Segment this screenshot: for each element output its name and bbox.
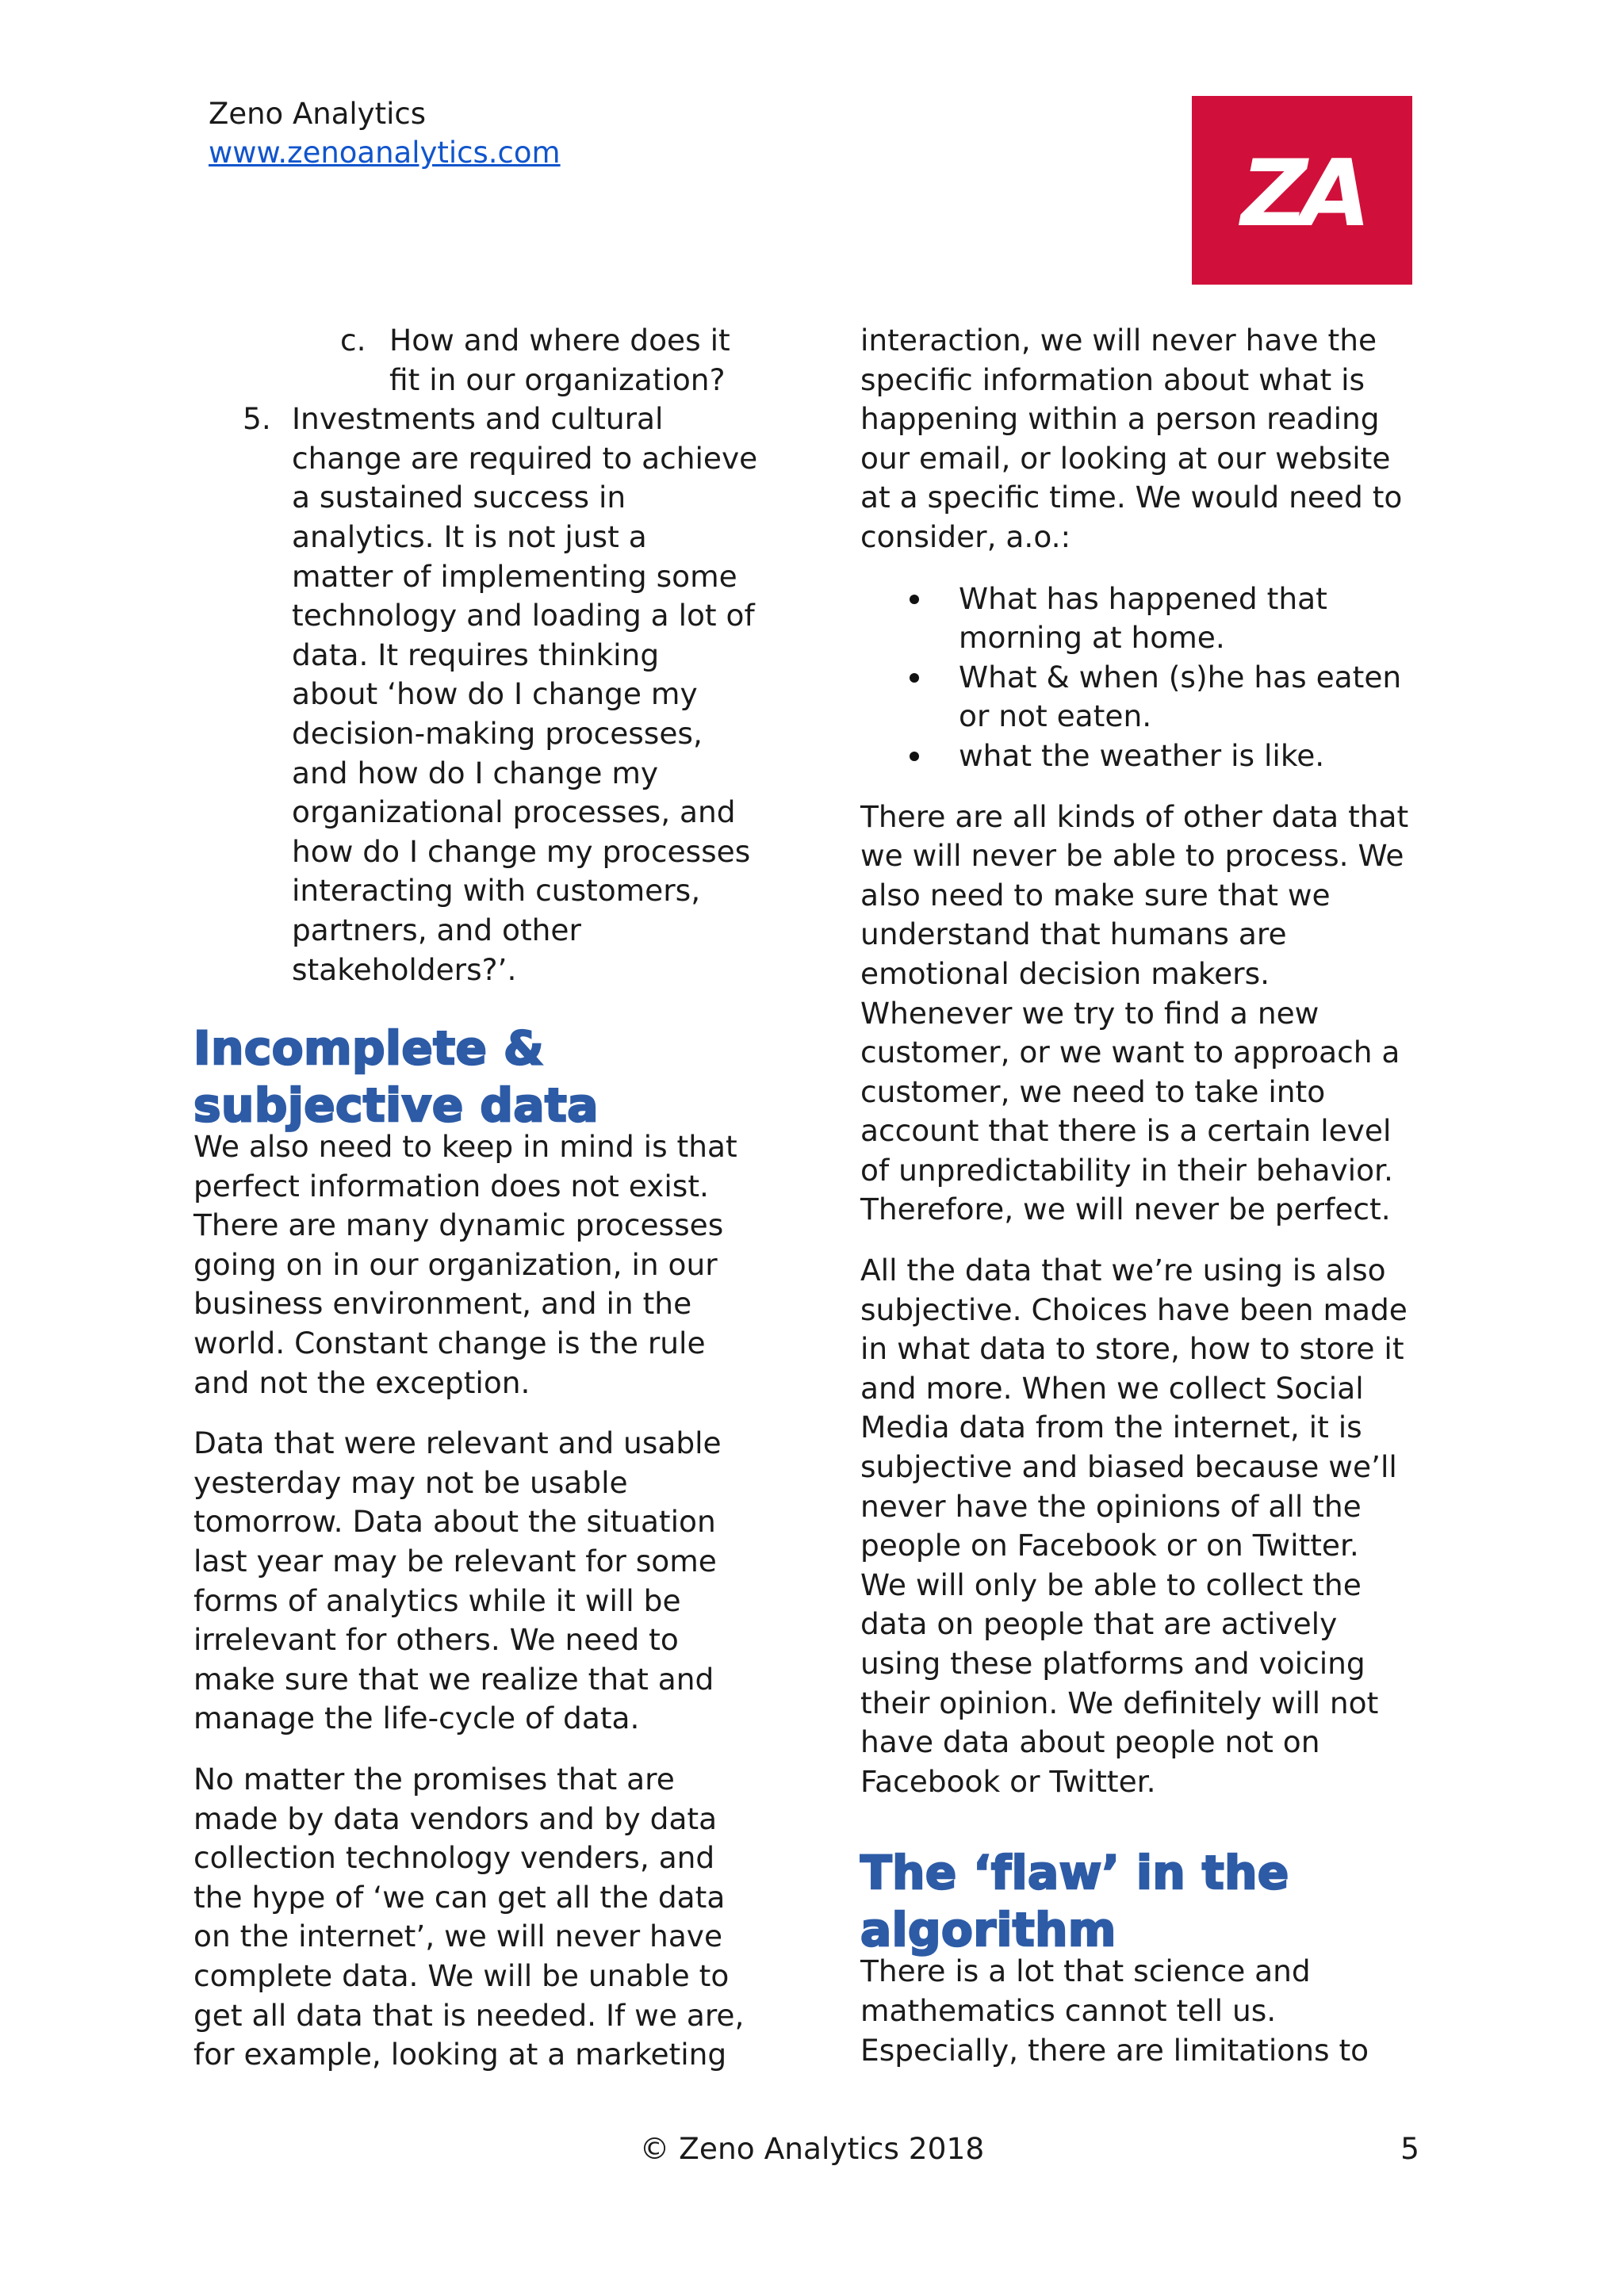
list-text-line: analytics. It is not just a [292, 519, 647, 554]
text-line: last year may be relevant for some [193, 1544, 717, 1579]
text-line: subjective. Choices have been made [860, 1292, 1408, 1327]
paragraph [860, 798, 1431, 1230]
text-line: what the weather is like. [959, 737, 1325, 773]
text-line: made by data vendors and by data [193, 1800, 718, 1836]
text-line: subjective and biased because we’ll [860, 1449, 1397, 1485]
text-line: using these platforms and voicing [860, 1646, 1365, 1681]
text-line: going on in our organization, in our [193, 1246, 718, 1282]
list-text-line: data. It requires thinking [292, 637, 660, 672]
heading-line: algorithm [860, 1903, 1116, 1957]
text-line: complete data. We will be unable to [193, 1957, 730, 1993]
text-line: There are all kinds of other data that [860, 798, 1409, 834]
text-line: business environment, and in the [193, 1286, 692, 1322]
list-item [860, 658, 1431, 737]
text-line: We will only be able to collect the [860, 1567, 1362, 1602]
text-line: on the internet’, we will never have [193, 1919, 723, 1954]
text-line: people on Facebook or on Twitter. [860, 1528, 1359, 1563]
text-line: at a specific time. We would need to [860, 480, 1403, 515]
text-line: Especially, there are limitations to [860, 2032, 1369, 2068]
text-line: for example, looking at a marketing [193, 2037, 727, 2072]
text-line: specific information about what is [860, 362, 1365, 397]
list-text-line: Investments and cultural [292, 401, 664, 437]
list-text-line: change are required to achieve [292, 440, 758, 476]
paragraph [860, 1251, 1431, 1801]
list-marker-c: c. [340, 323, 366, 358]
text-line: forms of analytics while it will be [193, 1582, 681, 1618]
text-line: Whenever we try to find a new [860, 995, 1320, 1031]
text-line: their opinion. We definitely will not [860, 1685, 1379, 1720]
text-line: customer, we need to take into [860, 1073, 1326, 1109]
text-line: manage the life-cycle of data. [193, 1701, 640, 1736]
text-line: and more. When we collect Social [860, 1370, 1364, 1406]
text-line: customer, or we want to approach a [860, 1035, 1400, 1070]
text-line: make sure that we realize that and [193, 1661, 714, 1697]
text-line: collection technology venders, and [193, 1840, 715, 1876]
text-line: in what data to store, how to store it [860, 1331, 1404, 1367]
list-item-c [193, 321, 772, 400]
company-logo [1192, 96, 1412, 285]
logo-text: ZA [1241, 140, 1363, 247]
paragraph [860, 1952, 1431, 2070]
text-line: What has happened that [959, 580, 1327, 616]
text-line: the hype of ‘we can get all the data [193, 1879, 726, 1915]
text-line: world. Constant change is the rule [193, 1326, 706, 1361]
list-text-line: how do I change my processes [292, 833, 751, 869]
text-line: morning at home. [959, 620, 1225, 656]
text-line: tomorrow. Data about the situation [193, 1504, 716, 1540]
list-item [860, 737, 1431, 776]
text-line: understand that humans are [860, 916, 1287, 952]
list-text-line: organizational processes, and [292, 794, 736, 830]
list-item [860, 580, 1431, 658]
paragraph [193, 1424, 772, 1739]
left-column [193, 321, 772, 2075]
text-line: yesterday may not be usable [193, 1464, 628, 1500]
right-column [860, 321, 1431, 2070]
list-item-5 [193, 400, 772, 989]
text-line: emotional decision makers. [860, 955, 1270, 991]
text-line: We also need to keep in mind is that [193, 1129, 737, 1165]
list-text-line: about ‘how do I change my [292, 676, 698, 712]
header-company-name: Zeno Analytics [209, 97, 426, 131]
text-line: Therefore, we will never be perfect. [860, 1192, 1391, 1227]
text-line: All the data that we’re using is also [860, 1253, 1386, 1288]
text-line: get all data that is needed. If we are, [193, 1997, 745, 2033]
list-text-line: fit in our organization? [389, 362, 726, 397]
text-line: There are many dynamic processes [193, 1207, 724, 1243]
paragraph [193, 1127, 772, 1402]
bullet-icon [910, 752, 919, 761]
section-heading-incomplete-data [193, 1020, 772, 1134]
text-line: interaction, we will never have the [860, 323, 1377, 358]
section-heading-flaw-in-algorithm [860, 1844, 1431, 1958]
text-line: our email, or looking at our website [860, 440, 1391, 476]
text-line: happening within a person reading [860, 401, 1380, 437]
list-text-line: and how do I change my [292, 755, 659, 790]
text-line: account that there is a certain level [860, 1113, 1392, 1149]
text-line: of unpredictability in their behavior. [860, 1152, 1393, 1188]
heading-line: The ‘flaw’ in the [860, 1846, 1289, 1900]
list-text-line: matter of implementing some [292, 558, 737, 594]
text-line: Facebook or Twitter. [860, 1763, 1156, 1799]
page-number: 5 [1400, 2131, 1419, 2166]
list-text-line: How and where does it [389, 323, 730, 358]
text-line: we will never be able to process. We [860, 838, 1404, 874]
paragraph [860, 321, 1431, 557]
text-line: or not eaten. [959, 698, 1152, 734]
text-line: consider, a.o.: [860, 519, 1071, 554]
list-text-line: decision-making processes, [292, 715, 703, 751]
text-line: also need to make sure that we [860, 877, 1331, 913]
text-line: never have the opinions of all the [860, 1488, 1362, 1524]
bullet-list [860, 580, 1431, 776]
bullet-icon [910, 595, 919, 604]
list-text-line: technology and loading a lot of [292, 598, 755, 633]
list-marker-5: 5. [243, 401, 271, 437]
list-text-line: partners, and other [292, 912, 581, 947]
text-line: Media data from the internet, it is [860, 1410, 1362, 1445]
list-text-line: interacting with customers, [292, 873, 701, 909]
heading-line: Incomplete & [193, 1021, 545, 1076]
text-line: There is a lot that science and [860, 1954, 1311, 1989]
text-line: mathematics cannot tell us. [860, 1992, 1277, 2028]
text-line: data on people that are actively [860, 1606, 1338, 1642]
heading-line: subjective data [193, 1078, 599, 1133]
footer-copyright: © Zeno Analytics 2018 [639, 2131, 985, 2166]
bullet-icon [910, 673, 919, 683]
text-line: What & when (s)he has eaten [959, 659, 1402, 695]
header-website-link[interactable]: www.zenoanalytics.com [209, 136, 561, 170]
text-line: No matter the promises that are [193, 1762, 675, 1797]
paragraph [193, 1760, 772, 2075]
text-line: Data that were relevant and usable [193, 1425, 722, 1461]
text-line: and not the exception. [193, 1364, 530, 1400]
text-line: perfect information does not exist. [193, 1168, 709, 1203]
text-line: irrelevant for others. We need to [193, 1622, 679, 1658]
text-line: have data about people not on [860, 1724, 1320, 1760]
list-text-line: a sustained success in [292, 480, 626, 515]
list-text-line: stakeholders?’. [292, 951, 517, 987]
